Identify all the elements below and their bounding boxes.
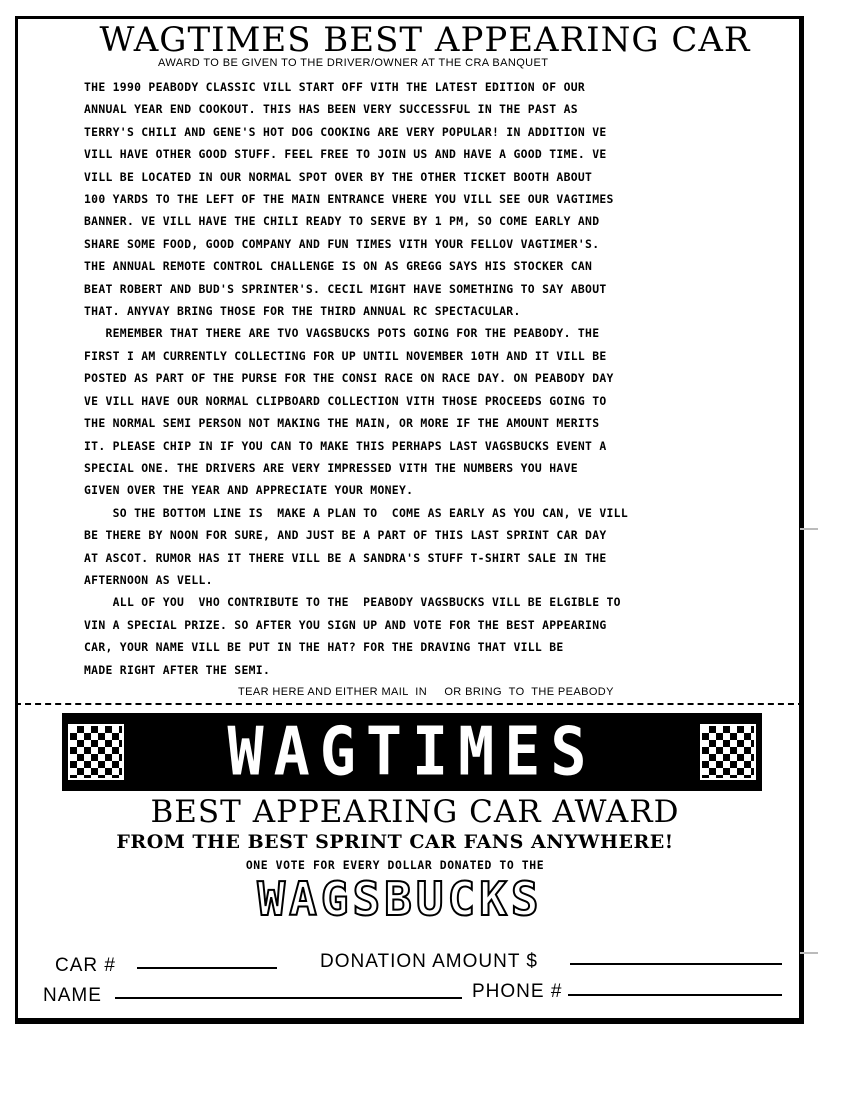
body-line: BEAT ROBERT AND BUD'S SPRINTER'S. CECIL MIGHT HAVE SOMETHING TO SAY ABOUT	[84, 281, 607, 296]
body-line: SPECIAL ONE. THE DRIVERS ARE VERY IMPRESSED VITH THE NUMBERS YOU HAVE	[84, 460, 578, 475]
page-edge-mark	[800, 952, 818, 954]
wagtimes-banner	[62, 713, 762, 791]
page-edge-mark	[800, 528, 818, 530]
body-line: THE ANNUAL REMOTE CONTROL CHALLENGE IS ON AS GREGG SAYS HIS STOCKER CAN	[84, 259, 593, 274]
body-line: THAT. ANYVAY BRING THOSE FOR THE THIRD ANNUAL RC SPECTACULAR.	[84, 304, 521, 319]
wagsbucks-logo-text: WAGSBUCKS	[257, 872, 543, 926]
name-label: NAME	[43, 985, 102, 1006]
body-line: VE VILL HAVE OUR NORMAL CLIPBOARD COLLECTION VITH THOSE PROCEEDS GOING TO	[84, 393, 607, 408]
punch-hole-mark	[800, 128, 804, 146]
body-line: ANNUAL YEAR END COOKOUT. THIS HAS BEEN VERY SUCCESSFUL IN THE PAST AS	[84, 102, 578, 117]
body-line: BANNER. VE VILL HAVE THE CHILI READY TO SERVE BY 1 PM, SO COME EARLY AND	[84, 214, 600, 229]
body-line: VILL BE LOCATED IN OUR NORMAL SPOT OVER BY THE OTHER TICKET BOOTH ABOUT	[84, 169, 593, 184]
name-field[interactable]	[115, 997, 462, 999]
body-line: REMEMBER THAT THERE ARE TVO VAGSBUCKS POTS GOING FOR THE PEABODY. THE	[84, 326, 600, 341]
body-line: BE THERE BY NOON FOR SURE, AND JUST BE A PART OF THIS LAST SPRINT CAR DAY	[84, 528, 607, 543]
body-line: TERRY'S CHILI AND GENE'S HOT DOG COOKING ARE VERY POPULAR! IN ADDITION VE	[84, 124, 607, 139]
page-subtitle: AWARD TO BE GIVEN TO THE DRIVER/OWNER AT THE CRA BANQUET	[158, 57, 549, 69]
phone-field[interactable]	[568, 994, 782, 996]
donation-amount-field[interactable]	[570, 963, 782, 965]
body-line: 100 YARDS TO THE LEFT OF THE MAIN ENTRANCE VHERE YOU VILL SEE OUR VAGTIMES	[84, 192, 614, 207]
phone-label: PHONE #	[472, 981, 563, 1002]
banner-logo-text: WAGTIMES	[227, 712, 597, 792]
body-line: FIRST I AM CURRENTLY COLLECTING FOR UP UNTIL NOVEMBER 10TH AND IT VILL BE	[84, 348, 607, 363]
article-body	[84, 76, 754, 681]
body-line: CAR, YOUR NAME VILL BE PUT IN THE HAT? FOR THE DRAVING THAT VILL BE	[84, 640, 564, 655]
tear-instructions: TEAR HERE AND EITHER MAIL IN OR BRING TO THE PEABODY	[238, 686, 614, 698]
donation-amount-label: DONATION AMOUNT $	[320, 951, 538, 972]
award-title: BEST APPEARING CAR AWARD	[150, 794, 680, 830]
body-line: THE 1990 PEABODY CLASSIC VILL START OFF VITH THE LATEST EDITION OF OUR	[84, 80, 586, 94]
vote-info: ONE VOTE FOR EVERY DOLLAR DONATED TO THE	[245, 858, 545, 872]
body-line: MADE RIGHT AFTER THE SEMI.	[84, 662, 271, 677]
body-line: IT. PLEASE CHIP IN IF YOU CAN TO MAKE THIS PERHAPS LAST VAGSBUCKS EVENT A	[84, 438, 607, 453]
car-number-label: CAR #	[55, 955, 116, 976]
body-line: VIN A SPECIAL PRIZE. SO AFTER YOU SIGN UP AND VOTE FOR THE BEST APPEARING	[84, 617, 607, 632]
body-line: POSTED AS PART OF THE PURSE FOR THE CONSI RACE ON RACE DAY. ON PEABODY DAY	[84, 371, 614, 386]
tear-line	[15, 703, 804, 705]
car-number-field[interactable]	[137, 967, 277, 969]
body-line: AFTERNOON AS VELL.	[84, 572, 213, 587]
award-subtitle: FROM THE BEST SPRINT CAR FANS ANYWHERE!	[116, 831, 674, 853]
body-line: AT ASCOT. RUMOR HAS IT THERE VILL BE A SANDRA'S STUFF T-SHIRT SALE IN THE	[84, 550, 607, 565]
body-line: VILL HAVE OTHER GOOD STUFF. FEEL FREE TO JOIN US AND HAVE A GOOD TIME. VE	[84, 147, 607, 162]
body-line: SO THE BOTTOM LINE IS MAKE A PLAN TO COME AS EARLY AS YOU CAN, VE VILL	[84, 505, 628, 520]
checkered-flag-icon	[700, 724, 756, 780]
body-line: ALL OF YOU VHO CONTRIBUTE TO THE PEABODY VAGSBUCKS VILL BE ELGIBLE TO	[84, 595, 621, 610]
page-title: WAGTIMES BEST APPEARING CAR	[99, 20, 751, 60]
body-line: SHARE SOME FOOD, GOOD COMPANY AND FUN TIMES VITH YOUR FELLOV VAGTIMER'S.	[84, 236, 600, 251]
body-line: THE NORMAL SEMI PERSON NOT MAKING THE MAIN, OR MORE IF THE AMOUNT MERITS	[84, 416, 600, 431]
body-line: GIVEN OVER THE YEAR AND APPRECIATE YOUR MONEY.	[84, 483, 414, 498]
checkered-flag-icon	[68, 724, 124, 780]
